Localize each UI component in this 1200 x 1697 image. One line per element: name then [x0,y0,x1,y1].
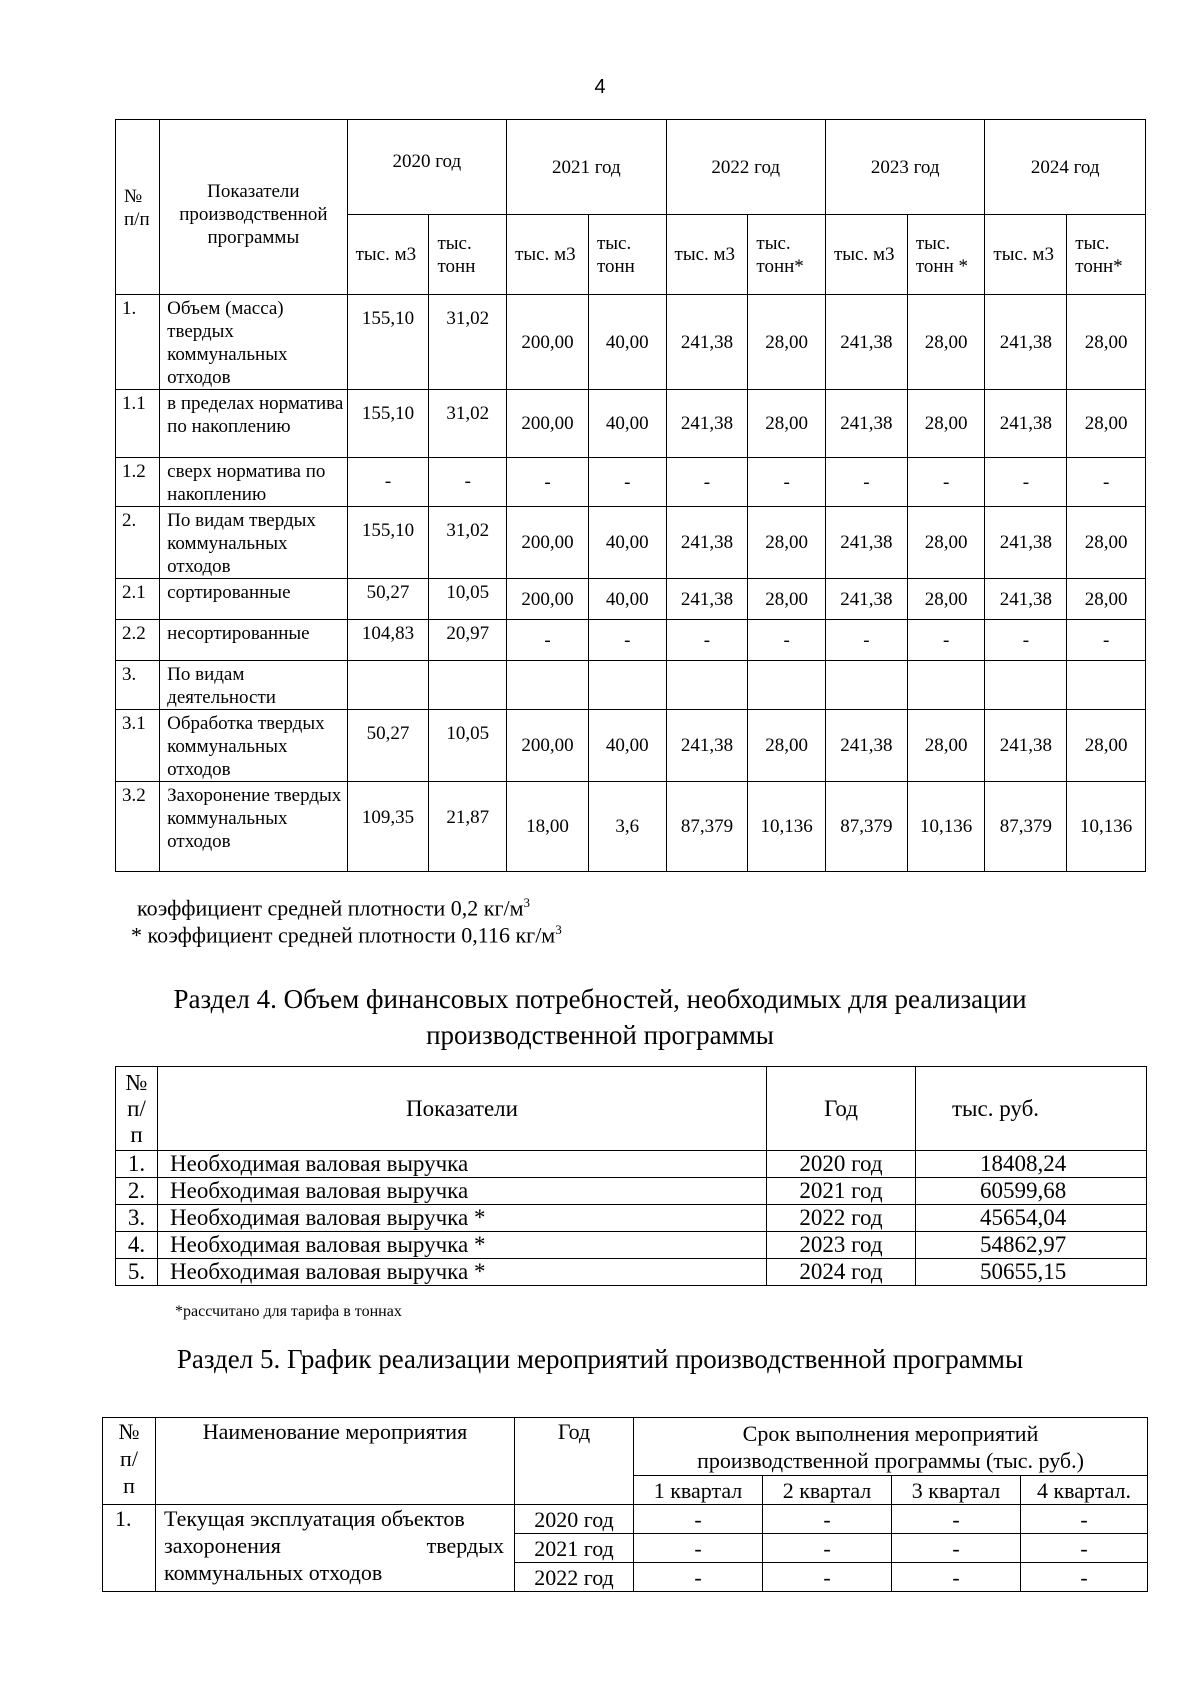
row-year: 2024 год [767,1259,916,1286]
cell-value: - [748,458,826,507]
row-year: 2020 год [515,1505,634,1534]
cell-value: 10,05 [429,579,507,620]
header-year: Год [515,1418,634,1505]
row-label: По видам деятельности [160,661,347,710]
cell-value: - [985,458,1067,507]
cell-value: 155,10 [347,295,429,390]
cell-value [666,661,748,710]
cell-value: - [1021,1534,1148,1563]
table-row [116,579,1146,620]
row-year: 2021 год [767,1178,916,1205]
header-term-line: производственной программы (тыс. руб.) [697,1447,1084,1473]
cell-value: - [507,458,589,507]
cell-value: 241,38 [825,390,907,458]
table-row [116,1205,1147,1232]
header-unit: тыс. тонн * [907,215,985,295]
cell-value: 18,00 [507,782,589,872]
header-term [634,1418,1148,1476]
cell-value: - [507,620,589,661]
row-label: несортированные [160,620,347,661]
row-amount: 50655,15 [916,1259,1147,1286]
header-unit: тыс. тонн* [748,215,826,295]
table-row [116,390,1146,458]
row-number: 2.2 [116,620,160,661]
cell-value: 50,27 [347,710,429,782]
cell-value: 241,38 [985,390,1067,458]
header-indicator: Показатели производственной программы [160,120,347,295]
cell-value: 87,379 [985,782,1067,872]
row-label: Объем (масса) твердых коммунальных отходов [160,295,347,390]
cell-value [748,661,826,710]
header-year: Год [767,1067,916,1151]
cell-value: 28,00 [748,507,826,579]
row-number: 2. [116,1178,158,1205]
cell-value: - [588,458,666,507]
header-unit: тыс. м3 [825,215,907,295]
row-year: 2020 год [767,1151,916,1178]
row-name-line: коммунальных отходов [164,1560,383,1585]
section-4-title [0,981,1200,1053]
header-name: Наименование мероприятия [156,1418,515,1505]
cell-value: - [1021,1563,1148,1592]
cell-value: 241,38 [985,710,1067,782]
schedule-table [102,1417,1148,1592]
production-program-table [115,119,1146,872]
header-no: № п/п [116,120,160,295]
cell-value: - [588,620,666,661]
cell-value: 40,00 [588,507,666,579]
financial-needs-table [115,1066,1147,1286]
cell-value: - [892,1505,1021,1534]
cell-value: - [892,1534,1021,1563]
cell-value: 28,00 [748,710,826,782]
density-note-star-text: * коэффициент средней плотности 0,116 кг/м [131,922,556,948]
cell-value: 40,00 [588,710,666,782]
cell-value: - [763,1505,892,1534]
header-year: 2021 год [507,120,666,215]
cell-value [429,661,507,710]
page-number: 4 [594,76,606,98]
row-amount: 18408,24 [916,1151,1147,1178]
table-row [116,507,1146,579]
superscript: 3 [555,922,562,937]
cell-value: 28,00 [1067,390,1146,458]
row-number: 1.1 [116,390,160,458]
cell-value: 200,00 [507,295,589,390]
cell-value: 241,38 [825,507,907,579]
header-no-line: п [123,1473,135,1498]
table-row [116,1259,1147,1286]
header-year: 2020 год [347,120,506,215]
cell-value: 31,02 [429,390,507,458]
cell-value: 241,38 [666,295,748,390]
cell-value: 40,00 [588,579,666,620]
cell-value: 3,6 [588,782,666,872]
section-5-title: Раздел 5. График реализации мероприятий производственной программы [176,1344,1024,1374]
cell-value: 241,38 [985,295,1067,390]
row-number: 1. [103,1505,156,1592]
row-label: Необходимая валовая выручка * [158,1205,767,1232]
cell-value: - [1021,1505,1148,1534]
density-note-star [131,922,562,948]
cell-value: 21,87 [429,782,507,872]
table-row [116,458,1146,507]
header-year: 2023 год [825,120,984,215]
row-number: 3.2 [116,782,160,872]
cell-value: - [666,458,748,507]
row-number: 3. [116,661,160,710]
header-quarter: 1 квартал [634,1476,763,1505]
row-number: 5. [116,1259,158,1286]
cell-value: 28,00 [1067,295,1146,390]
header-year: 2024 год [985,120,1146,215]
cell-value: 241,38 [985,507,1067,579]
cell-value: 20,97 [429,620,507,661]
header-no [103,1418,156,1505]
cell-value: 28,00 [907,710,985,782]
cell-value: - [634,1505,763,1534]
cell-value [507,661,589,710]
cell-value: 28,00 [748,579,826,620]
row-year: 2023 год [767,1232,916,1259]
density-note-text: коэффициент средней плотности 0,2 кг/м [137,895,524,921]
table-row [116,1151,1147,1178]
cell-value: 10,136 [748,782,826,872]
table-row [116,295,1146,390]
tariff-footnote: *рассчитано для тарифа в тоннах [175,1303,402,1320]
cell-value: 40,00 [588,390,666,458]
header-no [116,1067,158,1151]
table-row [116,620,1146,661]
density-note [137,895,530,921]
header-unit: тыс. м3 [985,215,1067,295]
row-label: Обработка твердых коммунальных отходов [160,710,347,782]
header-indicator: Показатели [158,1067,767,1151]
row-name-word: твердых [426,1533,504,1558]
cell-value: 241,38 [666,507,748,579]
cell-value: 241,38 [825,295,907,390]
header-no-line: п/ [127,1095,146,1121]
cell-value: 10,136 [1067,782,1146,872]
row-label: Необходимая валовая выручка [158,1178,767,1205]
row-year: 2022 год [515,1563,634,1592]
header-unit: тыс. тонн* [1067,215,1146,295]
cell-value: 31,02 [429,507,507,579]
cell-value: - [748,620,826,661]
header-unit: тыс. м3 [347,215,429,295]
cell-value: - [825,458,907,507]
cell-value: - [347,458,429,507]
cell-value: 200,00 [507,507,589,579]
row-name-line [164,1532,514,1559]
cell-value: 31,02 [429,295,507,390]
cell-value: 241,38 [825,579,907,620]
row-label: Захоронение твердых коммунальных отходов [160,782,347,872]
header-unit: тыс. тонн [588,215,666,295]
row-label: сверх норматива по накоплению [160,458,347,507]
cell-value: 155,10 [347,390,429,458]
cell-value: 10,136 [907,782,985,872]
cell-value: - [634,1563,763,1592]
cell-value: 28,00 [907,390,985,458]
cell-value: 241,38 [666,710,748,782]
cell-value [1067,661,1146,710]
header-unit: тыс. м3 [666,215,748,295]
row-amount: 45654,04 [916,1205,1147,1232]
section-4-title-line1: Раздел 4. Объем финансовых потребностей, необходимых для реализации [173,984,1027,1014]
header-amount: тыс. руб. [916,1067,1147,1151]
header-year: 2022 год [666,120,825,215]
cell-value: 28,00 [1067,710,1146,782]
cell-value: - [763,1534,892,1563]
cell-value: 28,00 [907,295,985,390]
header-no-line: п/ [120,1446,138,1471]
header-unit: тыс. м3 [507,215,589,295]
table-row [116,710,1146,782]
header-no-line: п [130,1121,143,1147]
header-unit: тыс. тонн [429,215,507,295]
row-number: 4. [116,1232,158,1259]
superscript: 3 [523,895,531,910]
cell-value: 200,00 [507,579,589,620]
cell-value: 241,38 [985,579,1067,620]
cell-value: - [763,1563,892,1592]
cell-value: 28,00 [907,579,985,620]
row-name-line: Текущая эксплуатация объектов [164,1506,465,1531]
cell-value: 200,00 [507,390,589,458]
cell-value: 200,00 [507,710,589,782]
cell-value: 241,38 [825,710,907,782]
section-4-title-line2: производственной программы [426,1020,774,1050]
cell-value: 155,10 [347,507,429,579]
table-row [116,661,1146,710]
row-year: 2021 год [515,1534,634,1563]
row-label: По видам твердых коммунальных отходов [160,507,347,579]
header-no-line: № [118,1419,140,1444]
cell-value: - [892,1563,1021,1592]
cell-value: 28,00 [1067,507,1146,579]
row-year: 2022 год [767,1205,916,1232]
cell-value: - [907,458,985,507]
cell-value: 241,38 [666,390,748,458]
cell-value [907,661,985,710]
cell-value: 40,00 [588,295,666,390]
cell-value [588,661,666,710]
cell-value: 28,00 [748,390,826,458]
cell-value: - [985,620,1067,661]
row-label: Необходимая валовая выручка * [158,1259,767,1286]
header-quarter: 3 квартал [892,1476,1021,1505]
row-number: 3. [116,1205,158,1232]
cell-value: 241,38 [666,579,748,620]
row-amount: 54862,97 [916,1232,1147,1259]
table-row [103,1505,1148,1534]
header-term-line: Срок выполнения мероприятий [742,1420,1039,1446]
cell-value: - [634,1534,763,1563]
cell-value: 28,00 [907,507,985,579]
row-label: Необходимая валовая выручка [158,1151,767,1178]
header-quarter: 2 квартал [763,1476,892,1505]
table-row [116,782,1146,872]
row-name-word: захоронения [164,1533,281,1558]
row-number: 3.1 [116,710,160,782]
row-number: 1. [116,1151,158,1178]
cell-value: 104,83 [347,620,429,661]
cell-value: - [666,620,748,661]
row-label: Необходимая валовая выручка * [158,1232,767,1259]
cell-value: - [907,620,985,661]
cell-value: 87,379 [666,782,748,872]
cell-value [347,661,429,710]
row-number: 1.2 [116,458,160,507]
row-label: сортированные [160,579,347,620]
cell-value [985,661,1067,710]
row-number: 2. [116,507,160,579]
cell-value [825,661,907,710]
row-amount: 60599,68 [916,1178,1147,1205]
cell-value: - [1067,458,1146,507]
cell-value: 50,27 [347,579,429,620]
header-quarter: 4 квартал. [1021,1476,1148,1505]
table-row [116,1232,1147,1259]
row-name [156,1505,515,1592]
row-label: в пределах норматива по накоплению [160,390,347,458]
cell-value: - [825,620,907,661]
header-no-line: № [125,1069,148,1095]
cell-value: - [429,458,507,507]
cell-value: 87,379 [825,782,907,872]
row-number: 2.1 [116,579,160,620]
row-number: 1. [116,295,160,390]
cell-value: - [1067,620,1146,661]
cell-value: 10,05 [429,710,507,782]
cell-value: 109,35 [347,782,429,872]
table-row [116,1178,1147,1205]
cell-value: 28,00 [1067,579,1146,620]
cell-value: 28,00 [748,295,826,390]
